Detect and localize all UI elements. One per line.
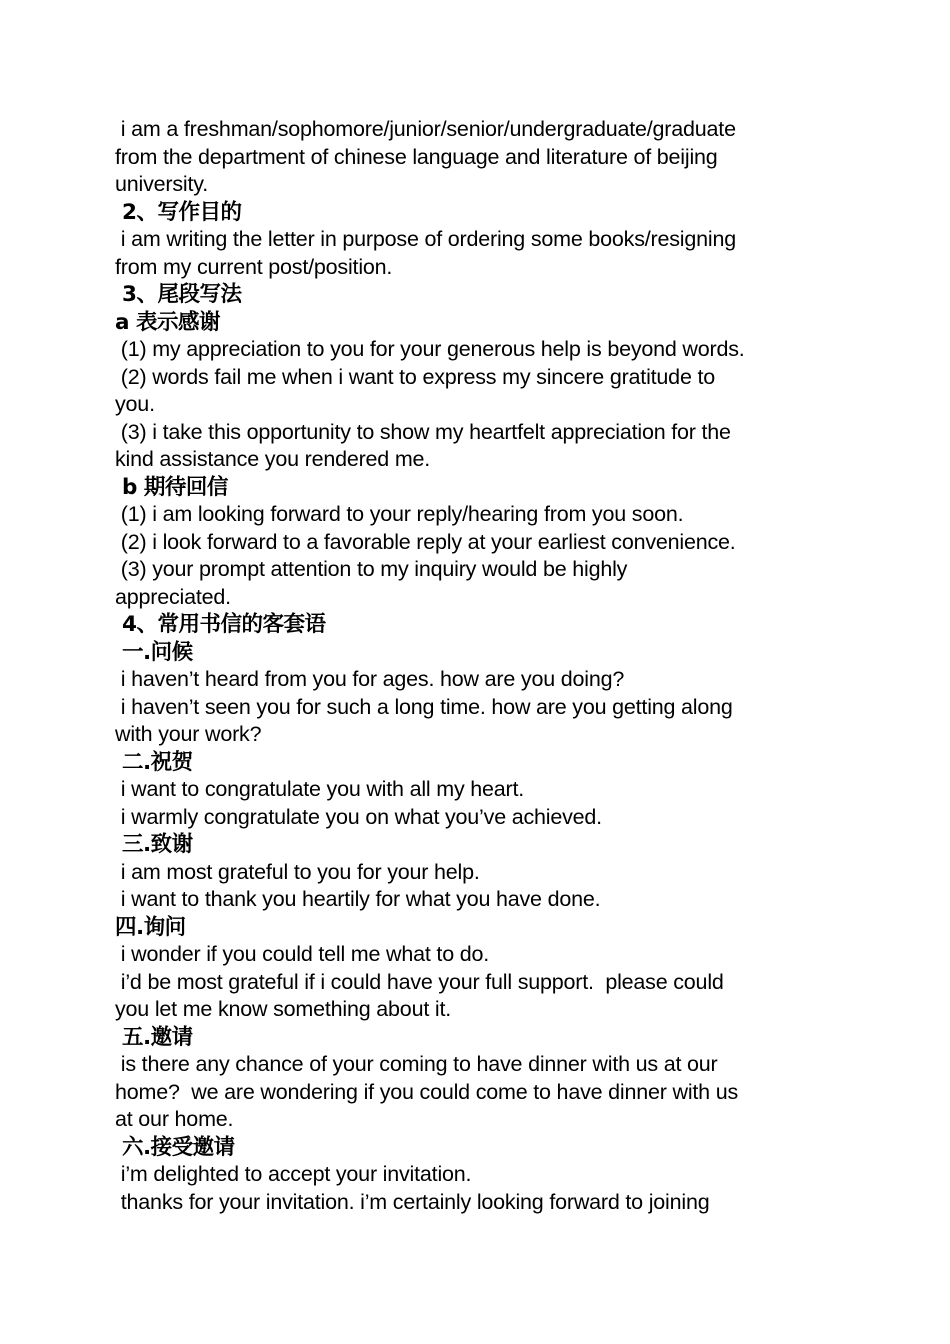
text-line: i am most grateful to you for your help. bbox=[115, 859, 480, 884]
section-heading: 三.致谢 bbox=[115, 832, 193, 857]
text-line: i want to thank you heartily for what you have done. bbox=[115, 887, 601, 911]
text-line: i am a freshman/sophomore/junior/senior/undergraduate/graduate bbox=[115, 117, 736, 141]
text-line: i’m delighted to accept your invitation. bbox=[115, 1162, 472, 1186]
text-line: i’d be most grateful if i could have your full support. please could bbox=[115, 969, 724, 994]
text-line: (3) your prompt attention to my inquiry would be highly bbox=[115, 557, 628, 581]
text-line: (2) i look forward to a favorable reply at your earliest convenience. bbox=[115, 529, 736, 554]
text-line: from the department of chinese language and literature of beijing bbox=[115, 144, 718, 169]
text-line: (1) my appreciation to you for your generous help is beyond words. bbox=[115, 337, 745, 361]
text-line: i want to congratulate you with all my heart. bbox=[115, 777, 525, 801]
text-line: appreciated. bbox=[115, 584, 231, 609]
section-heading: 四.询问 bbox=[115, 914, 186, 940]
text-line: thanks for your invitation. i’m certainly looking forward to joining bbox=[115, 1189, 710, 1214]
text-line: is there any chance of your coming to have dinner with us at our bbox=[115, 1052, 718, 1076]
text-line: university. bbox=[115, 172, 208, 196]
text-line: i haven’t heard from you for ages. how are you doing? bbox=[115, 667, 625, 691]
text-line: you let me know something about it. bbox=[115, 997, 451, 1021]
section-heading: 4、常用书信的客套语 bbox=[115, 612, 326, 637]
section-heading: 五.邀请 bbox=[115, 1024, 193, 1050]
text-line: kind assistance you rendered me. bbox=[115, 447, 431, 471]
text-line: you. bbox=[115, 392, 155, 416]
text-line: home? we are wondering if you could come to have dinner with us bbox=[115, 1079, 739, 1104]
section-heading: 2、写作目的 bbox=[115, 199, 242, 225]
section-heading: 二.祝贺 bbox=[115, 749, 193, 775]
text-line: (2) words fail me when i want to express my sincere gratitude to bbox=[115, 364, 716, 389]
text-line: at our home. bbox=[115, 1107, 234, 1131]
text-line: i warmly congratulate you on what you’ve achieved. bbox=[115, 804, 602, 829]
section-heading: 一.问候 bbox=[115, 639, 193, 665]
text-line: (3) i take this opportunity to show my heartfelt appreciation for the bbox=[115, 419, 731, 444]
section-heading: 六.接受邀请 bbox=[115, 1134, 235, 1160]
document-body bbox=[115, 116, 845, 1216]
section-heading: b 期待回信 bbox=[115, 474, 228, 500]
text-line: i am writing the letter in purpose of ordering some books/resigning bbox=[115, 227, 736, 251]
text-line: i haven’t seen you for such a long time. how are you getting along bbox=[115, 694, 733, 719]
section-heading: 3、尾段写法 bbox=[115, 282, 242, 307]
text-line: i wonder if you could tell me what to do. bbox=[115, 942, 490, 966]
text-line: with your work? bbox=[115, 722, 262, 746]
text-line: from my current post/position. bbox=[115, 254, 393, 279]
section-heading: a 表示感谢 bbox=[115, 309, 220, 335]
text-line: (1) i am looking forward to your reply/hearing from you soon. bbox=[115, 502, 684, 526]
